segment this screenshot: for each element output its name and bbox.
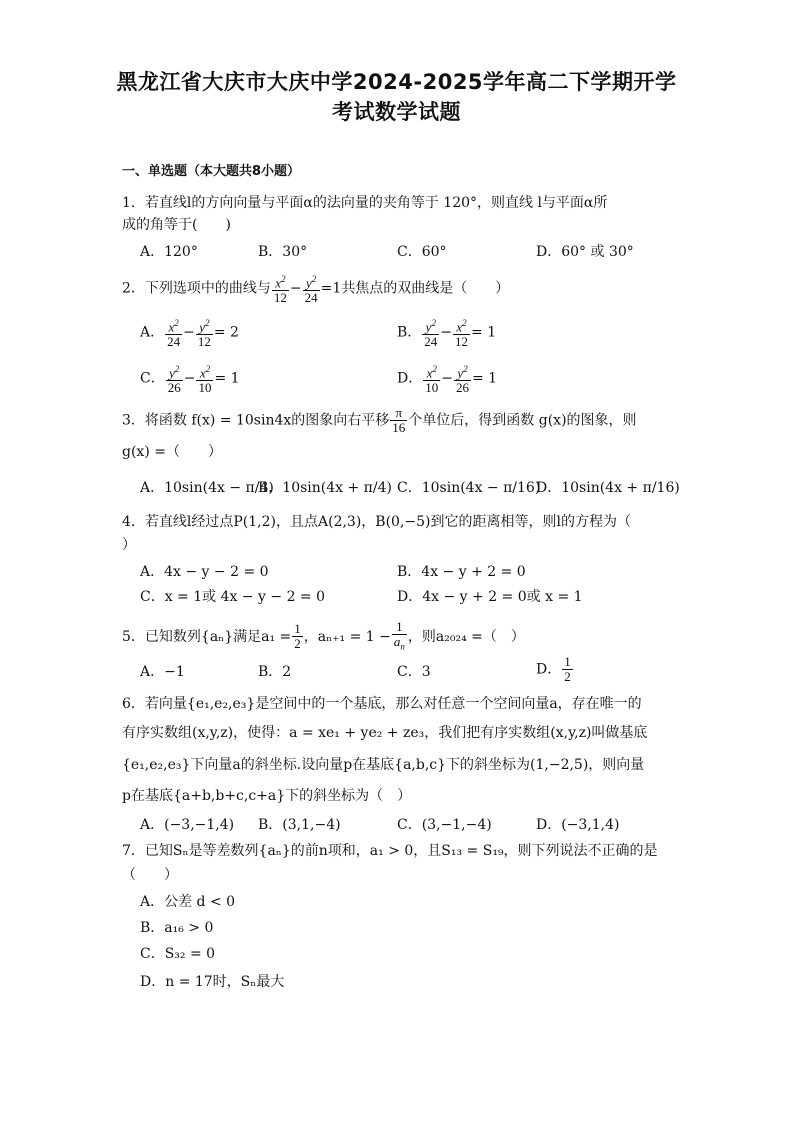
q5-frac-1-2: $\frac{1}{2}$ (294, 621, 301, 652)
q2d-frac2: $\frac{y^2}{26}$ (455, 364, 469, 396)
q5-option-d (536, 655, 574, 684)
q3-stem (122, 406, 637, 435)
q3-stem-pre: 3．将函数 f(x) = 10sin4x的图象向右平移 (122, 412, 390, 429)
q2-option-c-label: C． (140, 370, 165, 387)
q2-option-d: D． $\frac{x^2}{10}$ − $\frac{y^2}{26}$ = 1 (397, 364, 498, 396)
q2d-frac1: $\frac{x^2}{10}$ (425, 364, 439, 396)
q2-option-a: A． $\frac{x^2}{24}$ − $\frac{y^2}{12}$ = 2 (140, 318, 239, 350)
q5-option-a: A．−1 (140, 664, 185, 680)
q5-stem-mid: ，aₙ₊₁ = 1 − (303, 628, 391, 645)
page-title-line2: 考试数学试题 (332, 100, 461, 124)
q1-stem-line1: 1．若直线l的方向向量与平面α的法向量的夹角等于 120°，则直线 l与平面α所 (122, 195, 608, 211)
q3-frac-pi-16: $\frac{\pi}{16}$ (392, 405, 406, 435)
q2c-frac1: $\frac{y^2}{26}$ (167, 364, 181, 396)
q2-frac-y2-24: $\frac{y^2}{24}$ (304, 274, 318, 306)
q1-option-d: D．60° 或 30° (536, 244, 634, 260)
q2-stem-pre: 2．下列选项中的曲线与 (122, 280, 271, 297)
q1-option-a: A．120° (140, 244, 198, 260)
q5-stem-post: ，则a₂₀₂₄ =（ ） (407, 628, 525, 645)
q6-option-b: B．(3,1,−4) (258, 817, 341, 833)
section-heading: 一、单选题（本大题共8小题） (122, 164, 301, 179)
q1-stem-line2: 成的角等于( ) (122, 217, 231, 233)
q2-option-c: C． $\frac{y^2}{26}$ − $\frac{x^2}{10}$ = 1 (140, 364, 240, 396)
q6-stem-line3: {e₁,e₂,e₃}下向量a的斜坐标.设向量p在基底{a,b,c}下的斜坐标为(1,−2,5)，则向量 (122, 757, 645, 773)
q2-option-c-eq: = 1 (214, 370, 240, 387)
q2-option-b-eq: = 1 (471, 324, 497, 341)
q3-option-d: D．10sin(4x + π/16) (536, 480, 680, 496)
q6-option-c: C．(3,−1,−4) (397, 817, 492, 833)
q5-option-d-label: D． (536, 661, 562, 678)
q5-frac-1-an: $\frac{1}{a_n}$ (393, 619, 405, 652)
q2a-frac2: $\frac{y^2}{12}$ (197, 318, 211, 350)
q4-stem-line1: 4．若直线l经过点P(1,2)，且点A(2,3)，B(0,−5)到它的距离相等，则l的方程为（ (122, 514, 631, 530)
q4-stem-line2: ） (122, 537, 136, 553)
q6-stem-line4: p在基底{a+b,b+c,c+a}下的斜坐标为（ ） (122, 788, 412, 804)
q6-option-d: D．(−3,1,4) (536, 817, 620, 833)
q3-option-b: B．10sin(4x + π/4) (258, 480, 392, 496)
q2b-frac2: $\frac{x^2}{12}$ (455, 318, 469, 350)
q5-option-b: B．2 (258, 664, 292, 680)
q4-option-c: C．x = 1或 4x − y − 2 = 0 (140, 589, 326, 605)
q7-stem-line1: 7．已知Sₙ是等差数列{aₙ}的前n项和，a₁ > 0，且S₁₃ = S₁₉，则下列说法不正确的是 (122, 843, 658, 859)
q2-option-a-eq: = 2 (213, 324, 239, 341)
q7-option-d: D．n = 17时，Sₙ最大 (140, 974, 285, 990)
q1-option-b: B．30° (258, 244, 308, 260)
q2-option-b-label: B． (397, 324, 422, 341)
q5-stem (122, 620, 525, 654)
q7-option-c: C．S₃₂ = 0 (140, 946, 216, 962)
q2a-frac1: $\frac{x^2}{24}$ (167, 318, 181, 350)
q6-option-a: A．(−3,−1,4) (140, 817, 235, 833)
q2-option-b: B． $\frac{y^2}{24}$ − $\frac{x^2}{12}$ = 1 (397, 318, 497, 350)
q5-stem-pre: 5．已知数列{aₙ}满足a₁ = (122, 628, 292, 645)
q7-stem-line2: （ ） (122, 867, 178, 883)
q5d-frac-1-2: $\frac{1}{2}$ (564, 654, 571, 684)
q2-option-d-label: D． (397, 370, 423, 387)
q2-stem: 2．下列选项中的曲线与 $\frac{x^2}{12}$ − $\frac{y^2}{24}$ =1共焦点的双曲线是（ ） (122, 274, 510, 306)
q7-option-b: B．a₁₆ > 0 (140, 920, 214, 936)
page-title-line1: 黑龙江省大庆市大庆中学2024-2025学年高二下学期开学 (116, 70, 677, 94)
q4-option-a: A．4x − y − 2 = 0 (140, 564, 269, 580)
q1-option-c: C．60° (397, 244, 447, 260)
q5-option-c: C．3 (397, 664, 431, 680)
q2-stem-post: =1共焦点的双曲线是（ ） (320, 280, 510, 297)
q2b-frac1: $\frac{y^2}{24}$ (424, 318, 438, 350)
q3-stem-line2: g(x) =（ ） (122, 444, 222, 460)
q7-option-a: A．公差 d < 0 (140, 894, 236, 910)
q2c-frac2: $\frac{x^2}{10}$ (198, 364, 212, 396)
q2-option-a-label: A． (140, 324, 165, 341)
q6-stem-line1: 6．若向量{e₁,e₂,e₃}是空间中的一个基底，那么对任意一个空间向量a，存在唯一的 (122, 696, 642, 712)
q3-stem-post: 个单位后，得到函数 g(x)的图象，则 (408, 412, 637, 429)
q6-stem-line2: 有序实数组(x,y,z)，使得：a = xe₁ + ye₂ + ze₃，我们把有序实数组(x,y,z)叫做基底 (122, 725, 648, 741)
q2-frac-x2-12: $\frac{x^2}{12}$ (273, 274, 287, 306)
q4-option-b: B．4x − y + 2 = 0 (397, 564, 526, 580)
q3-option-a: A．10sin(4x − π/4) (140, 480, 274, 496)
q2-option-d-eq: = 1 (471, 370, 498, 387)
q3-option-c: C．10sin(4x − π/16) (397, 480, 541, 496)
q4-option-d: D．4x − y + 2 = 0或 x = 1 (397, 589, 583, 605)
